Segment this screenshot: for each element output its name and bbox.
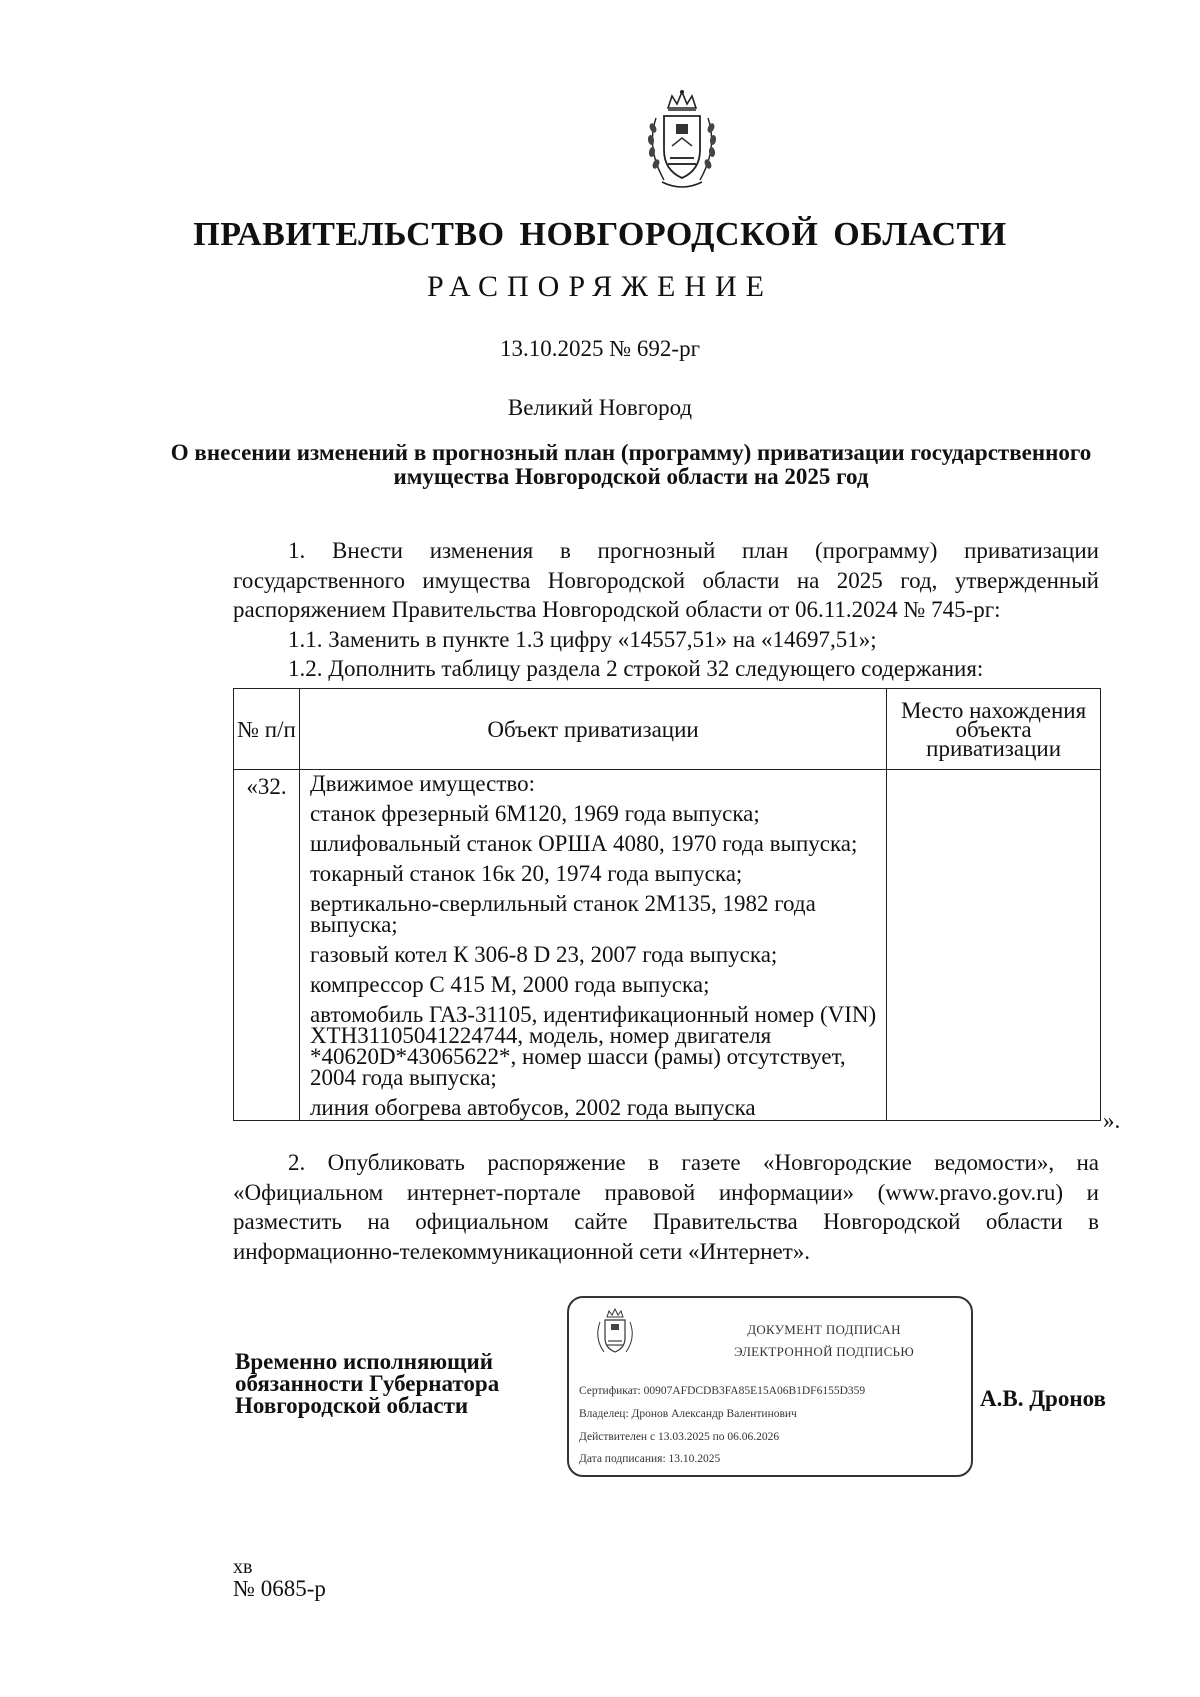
- executor-code: хв: [233, 1556, 253, 1578]
- paragraph-2: 2. Опубликовать распоряжение в газете «Новгородские ведомости», на «Официальном интернет-портале правовой информации» (www.pravo.gov.ru) и разместить на официальном сайте Правительства Новгородской области в информационно-телекоммуникационной сети «Интернет».: [233, 1150, 1099, 1264]
- list-item: шлифовальный станок ОРША 4080, 1970 года выпуска;: [309, 831, 858, 856]
- table-close-quote: ».: [1103, 1108, 1121, 1133]
- electronic-signature-stamp: [567, 1296, 973, 1477]
- list-item: вертикально-сверлильный станок 2М135, 1982 года выпуска;: [309, 891, 816, 937]
- privatization-table: [233, 688, 1101, 1121]
- list-item: токарный станок 16к 20, 1974 года выпуска;: [309, 861, 743, 886]
- document-type: РАСПОРЯЖЕНИЕ: [426, 270, 774, 303]
- stamp-validity: Действителен с 13.03.2025 по 06.06.2026: [579, 1431, 780, 1443]
- list-item: станок фрезерный 6М120, 1969 года выпуска;: [309, 801, 760, 826]
- header-object: Объект приватизации: [299, 689, 886, 770]
- document-city: Великий Новгород: [507, 395, 693, 420]
- signer-name: А.В. Дронов: [980, 1386, 1106, 1411]
- novgorod-coat-of-arms-icon: [642, 88, 722, 193]
- list-item: Движимое имущество:: [309, 771, 535, 796]
- list-item: компрессор С 415 М, 2000 года выпуска;: [309, 972, 710, 997]
- document-date-number: 13.10.2025 № 692-рг: [499, 336, 701, 361]
- stamp-heading: ДОКУМЕНТ ПОДПИСАН: [747, 1322, 901, 1337]
- registration-number: № 0685-р: [233, 1576, 326, 1601]
- stamp-sign-date: Дата подписания: 13.10.2025: [579, 1453, 721, 1465]
- stamp-heading: ЭЛЕКТРОННОЙ ПОДПИСЬЮ: [734, 1344, 914, 1359]
- table-header-row: [234, 689, 1101, 770]
- list-item: газовый котел К 306-8 D 23, 2007 года выпуска;: [309, 942, 778, 967]
- list-item: линия обогрева автобусов, 2002 года выпуска: [309, 1095, 756, 1120]
- table-row: [234, 770, 1101, 1121]
- location-cell: [887, 770, 1101, 1121]
- paragraph-1: 1. Внести изменения в прогнозный план (программу) приватизации государственного имущества Новгородской области на 2025 год, утвержденный распоряжением Правительства Новгородской области от 06.11.2024 № 745-рг:: [233, 538, 1099, 622]
- header-number: № п/п: [234, 689, 300, 770]
- object-list: [299, 770, 886, 1121]
- header-location: Место нахождения объекта приватизации: [887, 689, 1101, 770]
- stamp-certificate: Сертификат: 00907AFDCDB3FA85E15A06B1DF6155D359: [579, 1385, 866, 1397]
- novgorod-coat-of-arms-icon: [593, 1308, 637, 1358]
- paragraph-1-2: 1.2. Дополнить таблицу раздела 2 строкой 32 следующего содержания:: [288, 656, 984, 681]
- stamp-owner: Владелец: Дронов Александр Валентинович: [579, 1408, 797, 1420]
- signer-title: Временно исполняющий обязанности Губернатора Новгородской области: [235, 1349, 500, 1418]
- paragraph-1-1: 1.1. Заменить в пункте 1.3 цифру «14557,51» на «14697,51»;: [288, 627, 877, 652]
- document-subject: О внесении изменений в прогнозный план (программу) приватизации государственного имущества Новгородской области на 2025 год: [170, 440, 1092, 489]
- row-number: «32.: [234, 770, 300, 1121]
- list-item: автомобиль ГАЗ-31105, идентификационный номер (VIN) XTH31105041224744, модель, номер двигателя *40620D*43065622*, номер шасси (рамы) отсутствует, 2004 года выпуска;: [309, 1002, 877, 1090]
- government-title: ПРАВИТЕЛЬСТВО НОВГОРОДСКОЙ ОБЛАСТИ: [193, 216, 1007, 253]
